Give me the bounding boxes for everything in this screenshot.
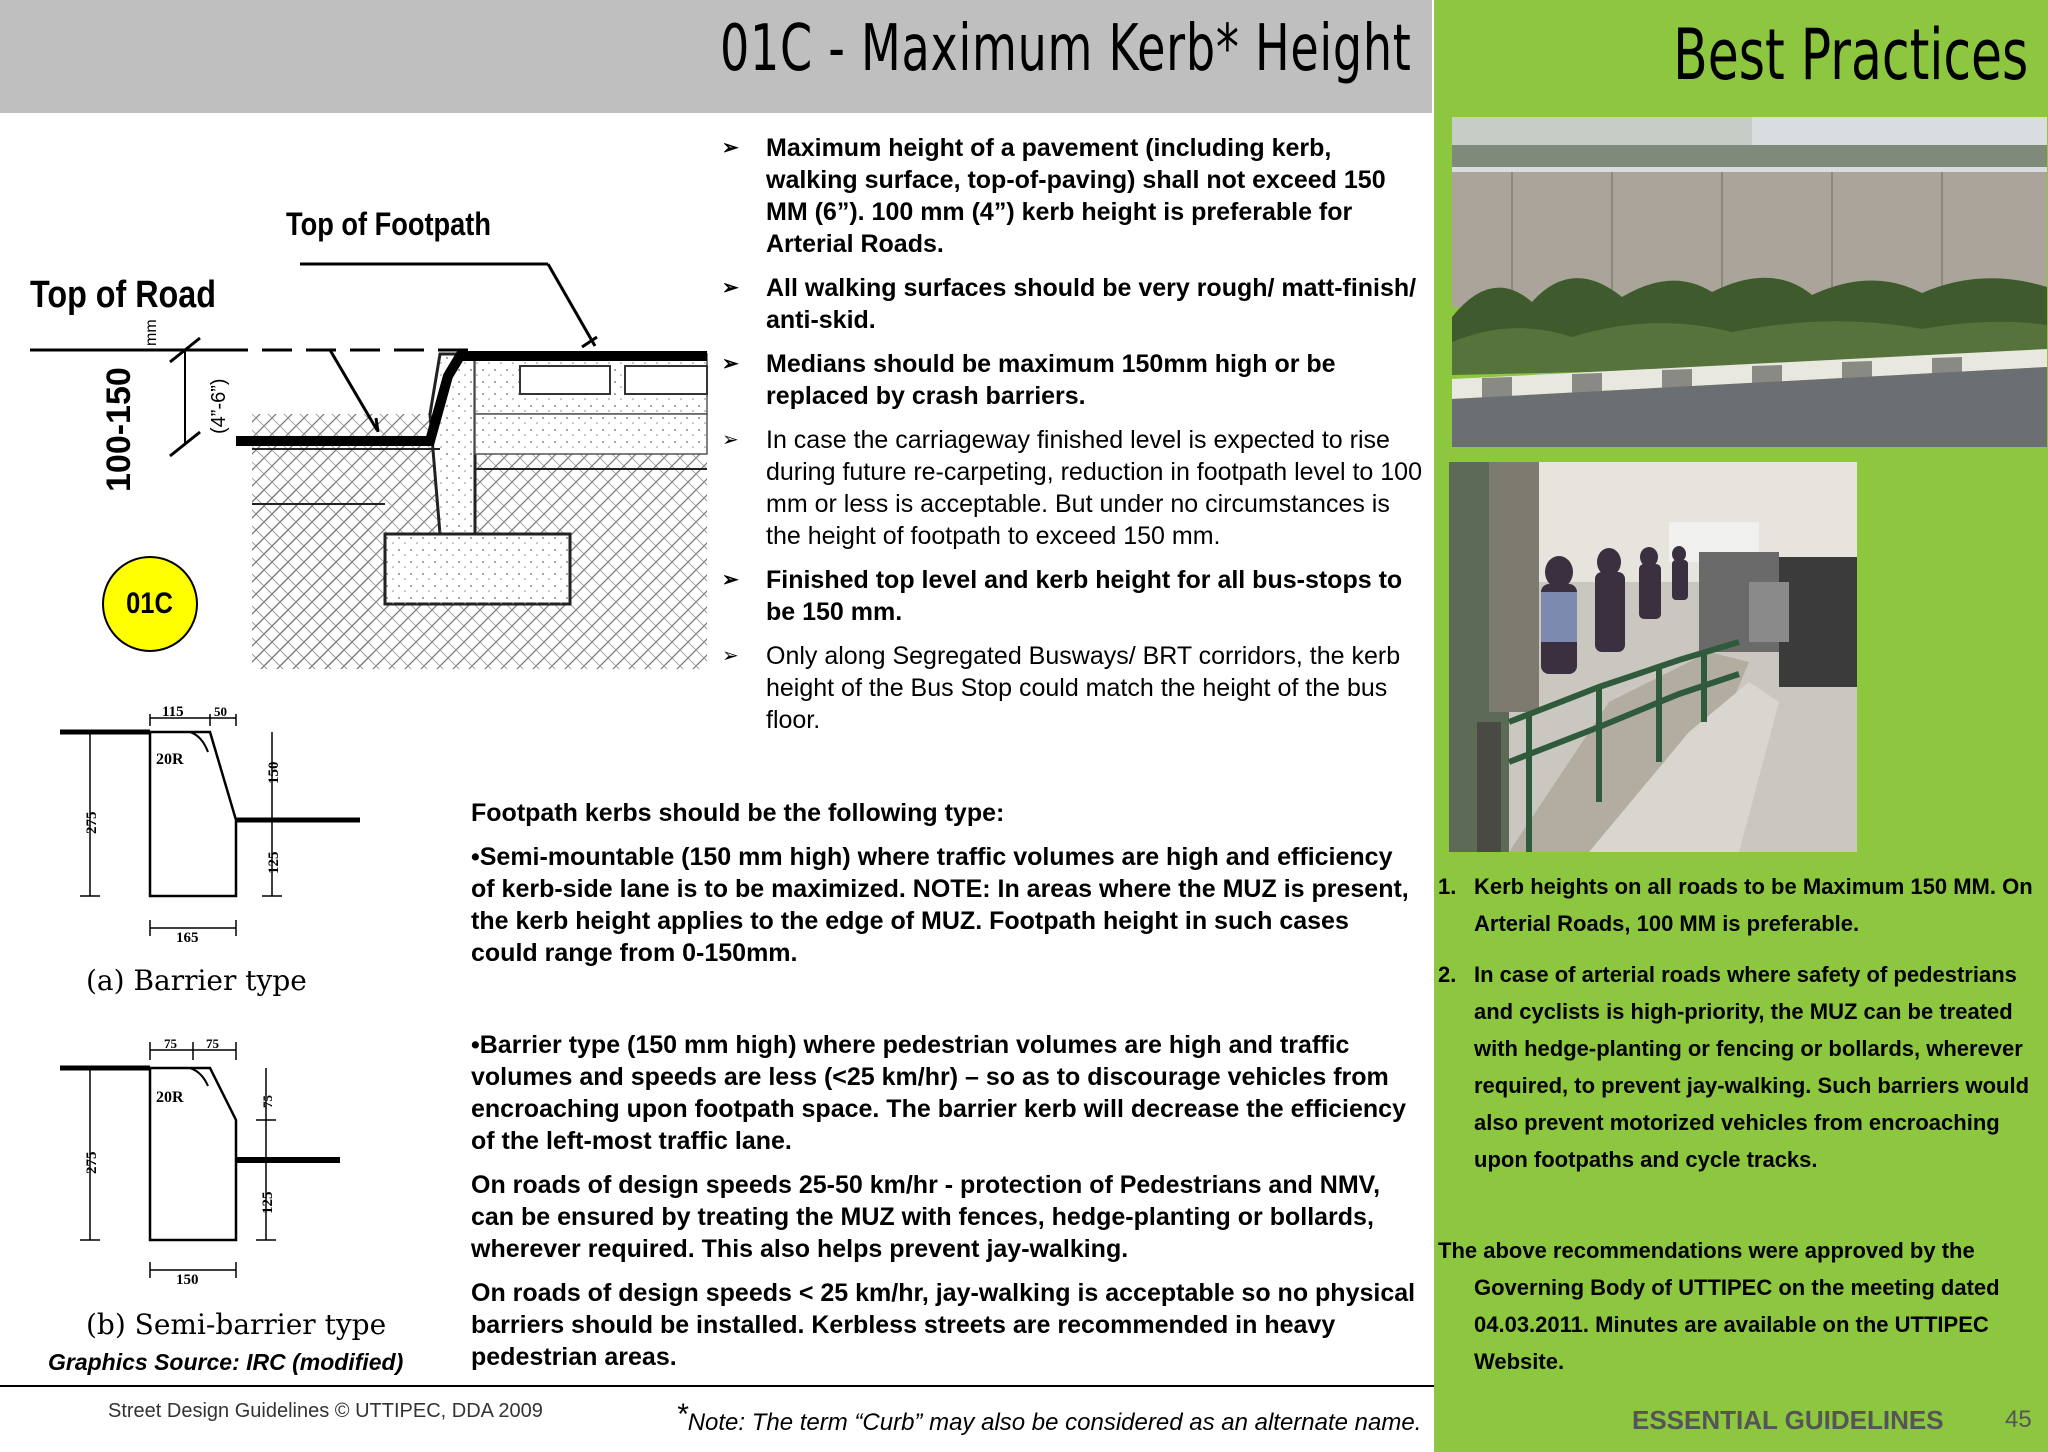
dim-label: 75 xyxy=(164,1036,177,1051)
dim-label: 150 xyxy=(176,1272,199,1288)
arrow-bullet-icon: ➢ xyxy=(722,429,739,451)
dim-label: 275 xyxy=(84,1151,100,1174)
footer-copyright: Street Design Guidelines © UTTIPEC, DDA 2009 xyxy=(108,1400,543,1422)
graphics-source: Graphics Source: IRC (modified) xyxy=(48,1349,404,1375)
barrier-paragraph: •Barrier type (150 mm high) where pedestrian volumes are high and traffic volumes and speeds are less (<25 km/hr) – so as to discourage vehicles from encroaching upon footpath space. The barrier kerb will decrease the efficiency of the left-most traffic lane. xyxy=(471,1031,1406,1155)
dim-label: 150 xyxy=(266,761,282,784)
top-of-road-label: Top of Road xyxy=(30,274,216,316)
dim-label: 125 xyxy=(260,1191,276,1214)
arrow-bullet-icon: ➢ xyxy=(722,645,739,667)
panel-title: Best Practices xyxy=(1672,14,2028,96)
kerb-height-rules xyxy=(722,132,1422,748)
photo-pedestrian-railing xyxy=(1449,462,1857,852)
design-speed-lt-25-paragraph: On roads of design speeds < 25 km/hr, jay-walking is acceptable so no physical barriers should be installed. Kerbless streets are recommended in heavy pedestrian areas. xyxy=(471,1279,1416,1371)
kerb-types-heading: Footpath kerbs should be the following type: xyxy=(471,799,1005,827)
dim-label: 20R xyxy=(156,1089,184,1106)
list-item: 1. Kerb heights on all roads to be Maximum 150 MM. On Arterial Roads, 100 MM is preferable. xyxy=(1438,874,2033,936)
page-number: 45 xyxy=(2005,1406,2032,1433)
list-item: ➢ Only along Segregated Busways/ BRT corridors, the kerb height of the Bus Stop could match the height of the bus floor. xyxy=(722,642,1401,734)
top-of-footpath-label: Top of Footpath xyxy=(286,206,491,242)
barrier-kerb-figure xyxy=(50,696,380,966)
semi-mountable-paragraph: •Semi-mountable (150 mm high) where traffic volumes are high and efficiency of kerb-side lane is to be maximized. NOTE: In areas where the MUZ is present, the kerb height applies to the edge of MUZ. Footpath height in such cases could range from 0-150mm. xyxy=(471,843,1409,967)
dim-label: 75 xyxy=(206,1036,219,1051)
semi-barrier-kerb-figure xyxy=(50,1028,380,1298)
dim-label: 275 xyxy=(84,811,100,834)
barrier-type-caption: (a) Barrier type xyxy=(86,964,307,997)
section-badge: 01C xyxy=(102,556,198,652)
arrow-bullet-icon: ➢ xyxy=(722,353,739,375)
list-item: ➢ All walking surfaces should be very rough/ matt-finish/ anti-skid. xyxy=(722,274,1417,334)
recommendations-list xyxy=(1434,868,2048,1192)
photo-hedge-wall xyxy=(1452,117,2047,447)
dim-label: 20R xyxy=(156,751,184,768)
header-bar xyxy=(0,0,1432,113)
arrow-bullet-icon: ➢ xyxy=(722,137,739,159)
dim-label: 50 xyxy=(214,704,227,719)
approval-note: The above recommendations were approved by the Governing Body of UTTIPEC on the meeting dated 04.03.2011. Minutes are available on the UTTIPEC Website. xyxy=(1438,1238,2000,1374)
list-item: 2. In case of arterial roads where safety of pedestrians and cyclists is high-priority, the MUZ can be treated with hedge-planting or fencing or bollards, wherever required, to prevent jay-walking. Such barriers would also prevent motorized vehicles from encroaching upon footpaths and cycle tracks. xyxy=(1438,962,2030,1172)
arrow-bullet-icon: ➢ xyxy=(722,569,739,591)
dimension-unit-label: mm xyxy=(143,319,160,346)
arrow-bullet-icon: ➢ xyxy=(722,277,739,299)
dim-label: 115 xyxy=(162,704,184,720)
page-title: 01C - Maximum Kerb* Height xyxy=(720,12,1412,86)
dim-label: 75 xyxy=(260,1095,275,1108)
semi-barrier-type-caption: (b) Semi-barrier type xyxy=(86,1308,387,1341)
design-speed-25-50-paragraph: On roads of design speeds 25-50 km/hr - protection of Pedestrians and NMV, can be ensured by treating the MUZ with fences, hedge-planting or bollards, wherever required. This also helps prevent jay-walking. xyxy=(471,1171,1381,1263)
list-item: ➢ Medians should be maximum 150mm high or be replaced by crash barriers. xyxy=(722,350,1336,410)
list-item: ➢ Maximum height of a pavement (including kerb, walking surface, top-of-paving) shall not exceed 150 MM (6”). 100 mm (4”) kerb height is preferable for Arterial Roads. xyxy=(722,134,1386,258)
dimension-range-label: 100-150 xyxy=(100,367,138,492)
footer-divider xyxy=(0,1385,1434,1387)
list-item: ➢ Finished top level and kerb height for all bus-stops to be 150 mm. xyxy=(722,566,1403,626)
dim-label: 125 xyxy=(266,851,282,874)
list-item: ➢ In case the carriageway finished level is expected to rise during future re-carpeting, reduction in footpath level to 100 mm or less is acceptable. But under no circumstances is the height of footpath to exceed 150 mm. xyxy=(722,426,1422,550)
footer-section-label: ESSENTIAL GUIDELINES xyxy=(1632,1405,1944,1435)
dim-label: 165 xyxy=(176,930,199,946)
footer-note: *Note: The term “Curb” may also be considered as an alternate name. xyxy=(676,1398,1422,1436)
dimension-inches-label: (4”-6”) xyxy=(208,378,230,434)
kerb-types-section xyxy=(471,797,1421,1385)
